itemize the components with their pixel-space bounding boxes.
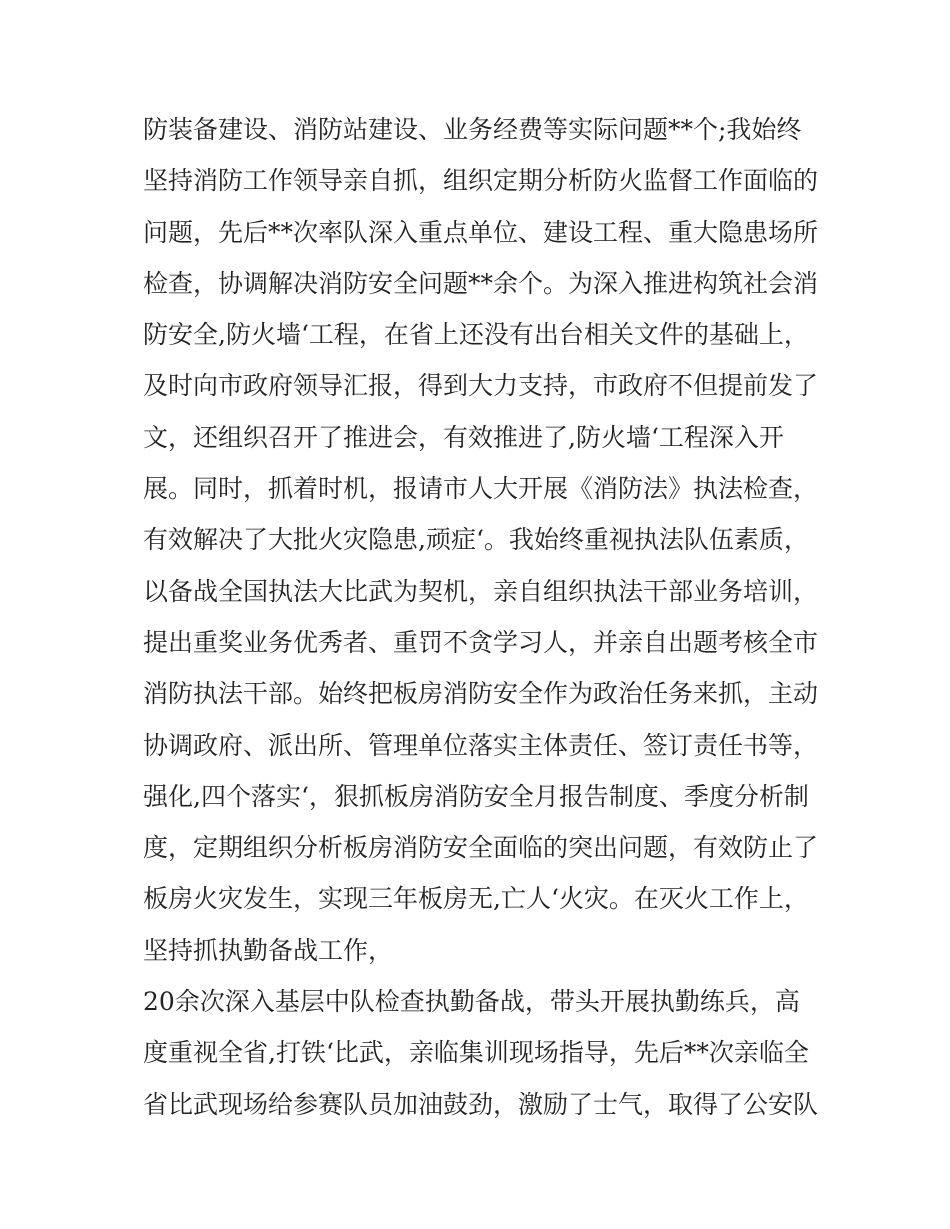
text-line-4: 检查，协调解决消防安全问题**余个。为深入推进构筑社会消 <box>143 268 819 298</box>
text-line-16: 板房火灾发生，实现三年板房无,亡人‘火灾。在灭火工作上， <box>143 884 809 914</box>
body-text <box>143 104 823 1130</box>
text-line-20: 省比武现场给参赛队员加油鼓劲，激励了士气，取得了公安队 <box>143 1089 819 1119</box>
text-line-11: 提出重奖业务优秀者、重罚不贪学习人，并亲自出题考核全市 <box>143 627 819 657</box>
text-line-6: 及时向市政府领导汇报，得到大力支持，市政府不但提前发了 <box>143 371 819 401</box>
text-line-5: 防安全,防火墙‘工程，在省上还没有出台相关文件的基础上， <box>143 320 809 350</box>
text-line-8: 展。同时，抓着时机，报请市人大开展《消防法》执法检查， <box>143 474 819 504</box>
text-line-14: 强化,四个落实‘，狠抓板房消防安全月报告制度、季度分析制 <box>143 781 809 811</box>
text-line-15: 度，定期组织分析板房消防安全面临的突出问题，有效防止了 <box>143 833 819 863</box>
text-line-7: 文，还组织召开了推进会，有效推进了,防火墙‘工程深入开 <box>143 422 784 452</box>
text-line-2: 坚持消防工作领导亲自抓，组织定期分析防火监督工作面临的 <box>143 166 819 196</box>
text-line-1: 防装备建设、消防站建设、业务经费等实际问题**个;我始终 <box>143 115 802 144</box>
text-line-17: 坚持抓执勤备战工作， <box>143 935 394 965</box>
text-line-9: 有效解决了大批火灾隐患,顽症‘。我始终重视执法队伍素质， <box>143 525 809 555</box>
text-line-18: 20余次深入基层中队检查执勤备战，带头开展执勤练兵，高 <box>143 987 800 1017</box>
text-line-10: 以备战全国执法大比武为契机，亲自组织执法干部业务培训， <box>143 576 819 606</box>
text-line-12: 消防执法干部。始终把板房消防安全作为政治任务来抓，主动 <box>143 679 819 709</box>
text-line-3: 问题，先后**次率队深入重点单位、建设工程、重大隐患场所 <box>143 217 819 247</box>
text-line-19: 度重视全省,打铁‘比武，亲临集训现场指导，先后**次亲临全 <box>143 1038 809 1068</box>
text-line-13: 协调政府、派出所、管理单位落实主体责任、签订责任书等， <box>143 730 819 760</box>
